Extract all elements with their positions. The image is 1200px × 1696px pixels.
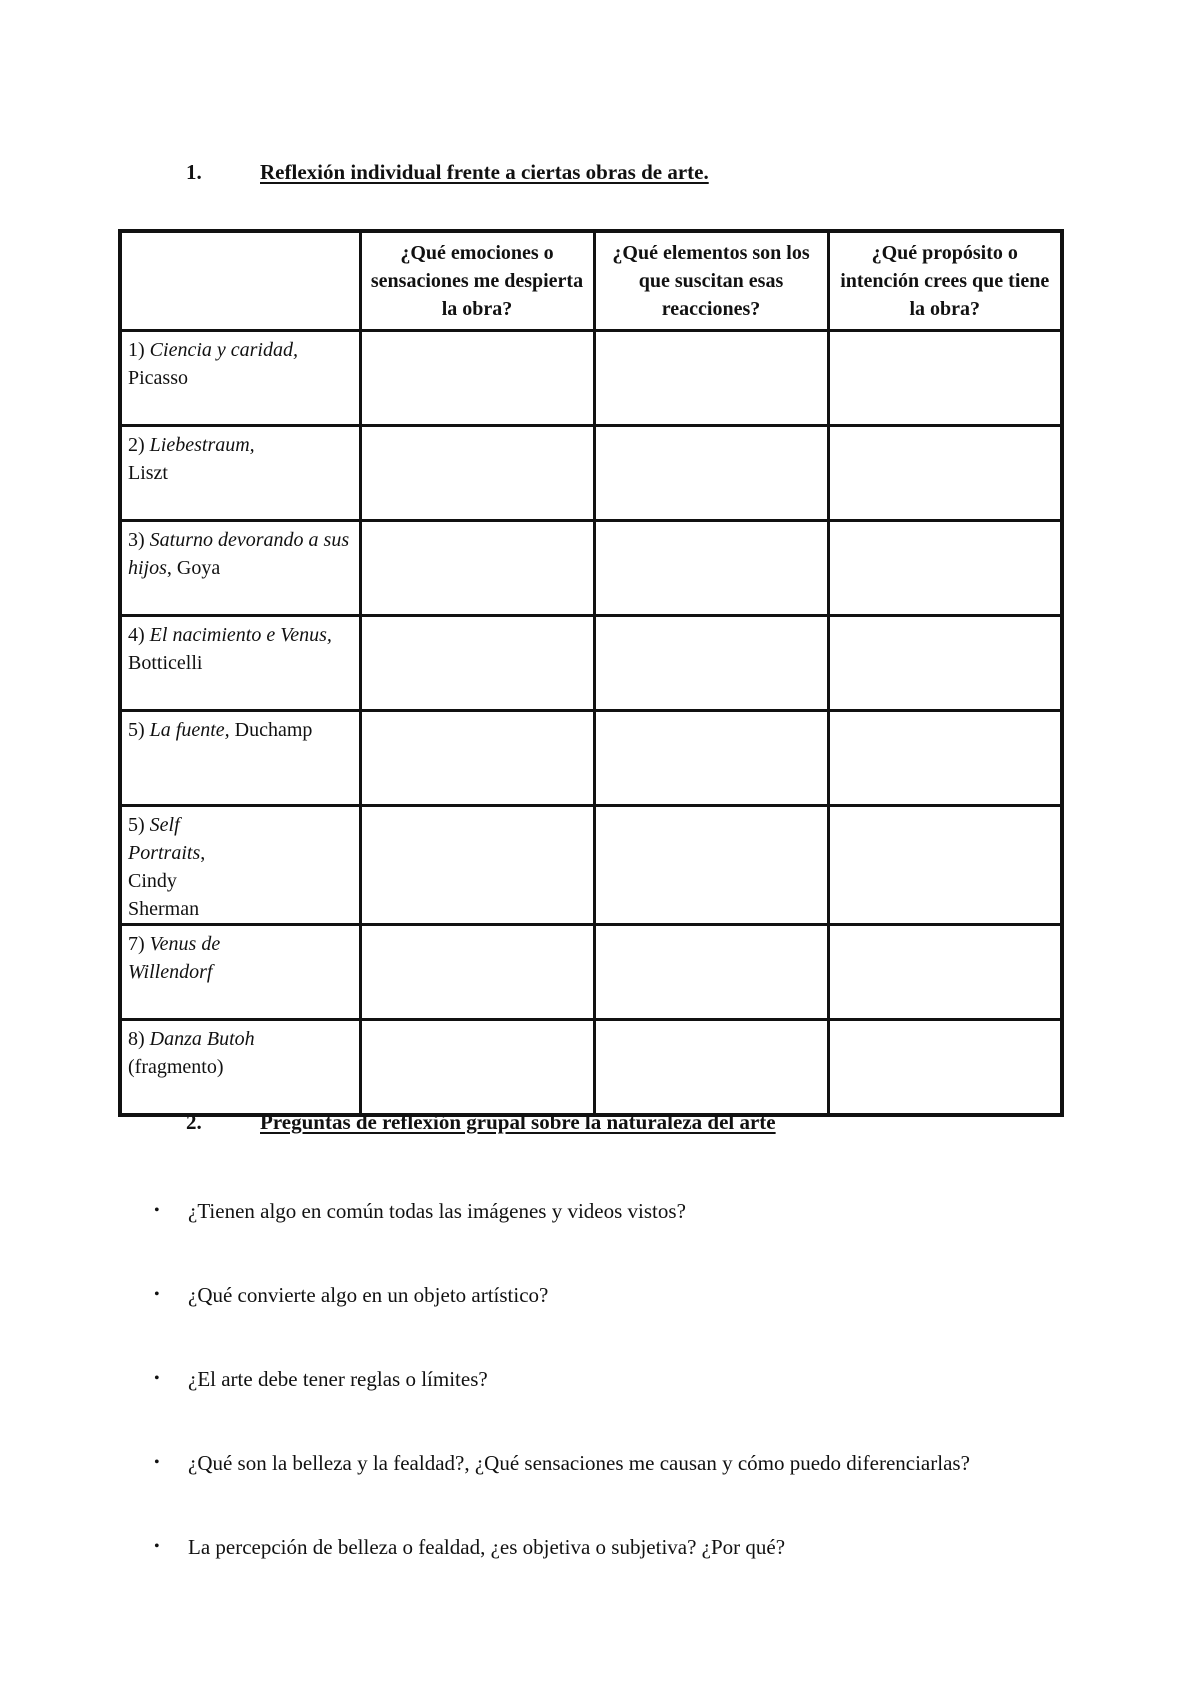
answer-cell-purpose[interactable] bbox=[828, 1020, 1062, 1116]
answer-cell-emotions[interactable] bbox=[360, 426, 594, 521]
section-heading-1 bbox=[186, 160, 709, 185]
bullet-icon: • bbox=[154, 1538, 160, 1555]
bullet-icon: • bbox=[154, 1370, 160, 1387]
answer-cell-purpose[interactable] bbox=[828, 806, 1062, 925]
artwork-cell bbox=[120, 331, 360, 426]
question-text: ¿Qué convierte algo en un objeto artístico? bbox=[188, 1283, 549, 1307]
row-prefix: 3) bbox=[128, 529, 150, 551]
artwork-title: Danza Butoh bbox=[149, 1028, 255, 1050]
row-prefix: 5) bbox=[128, 814, 150, 836]
artwork-author: Botticelli bbox=[128, 652, 203, 674]
table-row bbox=[120, 521, 1062, 616]
artwork-title: La fuente, bbox=[149, 719, 230, 741]
artwork-cell bbox=[120, 806, 360, 925]
bullet-icon: • bbox=[154, 1454, 160, 1471]
list-item bbox=[150, 1190, 1000, 1232]
row-prefix: 7) bbox=[128, 933, 150, 955]
answer-cell-elements[interactable] bbox=[594, 426, 828, 521]
bullet-icon: • bbox=[154, 1286, 160, 1303]
section-number: 1. bbox=[186, 160, 202, 184]
answer-cell-emotions[interactable] bbox=[360, 1020, 594, 1116]
artwork-title: Venus de Willendorf bbox=[128, 933, 221, 983]
table-row bbox=[120, 711, 1062, 806]
bullet-icon: • bbox=[154, 1202, 160, 1219]
header-cell-elements: ¿Qué elementos son los que suscitan esas reacciones? bbox=[594, 231, 828, 331]
artwork-author: Duchamp bbox=[229, 719, 313, 741]
answer-cell-elements[interactable] bbox=[594, 616, 828, 711]
section-title: Preguntas de reflexión grupal sobre la naturaleza del arte bbox=[260, 1110, 776, 1134]
answer-cell-elements[interactable] bbox=[594, 1020, 828, 1116]
header-cell-empty bbox=[120, 231, 360, 331]
answer-cell-purpose[interactable] bbox=[828, 426, 1062, 521]
section-title: Reflexión individual frente a ciertas obras de arte. bbox=[260, 160, 709, 184]
section-heading-2 bbox=[186, 1110, 776, 1135]
list-item bbox=[150, 1274, 1000, 1316]
table-row bbox=[120, 426, 1062, 521]
table-header-row bbox=[120, 231, 1062, 331]
answer-cell-emotions[interactable] bbox=[360, 521, 594, 616]
table-row bbox=[120, 1020, 1062, 1116]
row-prefix: 2) bbox=[128, 434, 150, 456]
answer-cell-elements[interactable] bbox=[594, 331, 828, 426]
artwork-cell bbox=[120, 426, 360, 521]
answer-cell-emotions[interactable] bbox=[360, 616, 594, 711]
header-cell-purpose: ¿Qué propósito o intención crees que tiene la obra? bbox=[828, 231, 1062, 331]
answer-cell-purpose[interactable] bbox=[828, 331, 1062, 426]
row-prefix: 8) bbox=[128, 1028, 150, 1050]
answer-cell-elements[interactable] bbox=[594, 711, 828, 806]
artwork-title: Ciencia y caridad, bbox=[149, 339, 298, 361]
artwork-author: , Cindy Sherman bbox=[128, 842, 206, 920]
list-item bbox=[150, 1442, 1000, 1484]
artwork-cell bbox=[120, 711, 360, 806]
answer-cell-emotions[interactable] bbox=[360, 806, 594, 925]
answer-cell-emotions[interactable] bbox=[360, 331, 594, 426]
answer-cell-elements[interactable] bbox=[594, 806, 828, 925]
table-row bbox=[120, 925, 1062, 1020]
row-prefix: 1) bbox=[128, 339, 150, 361]
row-prefix: 4) bbox=[128, 624, 150, 646]
reflection-questions-list bbox=[150, 1190, 1000, 1568]
artwork-title: El nacimiento e Venus, bbox=[149, 624, 332, 646]
artwork-title: Liebestraum, bbox=[149, 434, 255, 456]
header-cell-emotions: ¿Qué emociones o sensaciones me despierta la obra? bbox=[360, 231, 594, 331]
artwork-author: Picasso bbox=[128, 367, 188, 389]
answer-cell-purpose[interactable] bbox=[828, 925, 1062, 1020]
answer-cell-emotions[interactable] bbox=[360, 711, 594, 806]
artwork-cell bbox=[120, 925, 360, 1020]
answer-cell-purpose[interactable] bbox=[828, 711, 1062, 806]
question-text: ¿El arte debe tener reglas o límites? bbox=[188, 1367, 488, 1391]
reflection-table bbox=[118, 229, 1064, 1117]
row-prefix: 5) bbox=[128, 719, 150, 741]
table-row bbox=[120, 616, 1062, 711]
artwork-cell bbox=[120, 1020, 360, 1116]
list-item bbox=[150, 1526, 1000, 1568]
question-text: ¿Tienen algo en común todas las imágenes y videos vistos? bbox=[188, 1199, 686, 1223]
table-row bbox=[120, 331, 1062, 426]
question-text: La percepción de belleza o fealdad, ¿es objetiva o subjetiva? ¿Por qué? bbox=[188, 1535, 786, 1559]
artwork-cell bbox=[120, 521, 360, 616]
artwork-title: Self Portraits bbox=[128, 814, 201, 864]
table-row bbox=[120, 806, 1062, 925]
answer-cell-purpose[interactable] bbox=[828, 616, 1062, 711]
artwork-cell bbox=[120, 616, 360, 711]
answer-cell-elements[interactable] bbox=[594, 925, 828, 1020]
answer-cell-purpose[interactable] bbox=[828, 521, 1062, 616]
artwork-author: (fragmento) bbox=[128, 1056, 224, 1078]
list-item bbox=[150, 1358, 1000, 1400]
artwork-author: Liszt bbox=[128, 462, 168, 484]
answer-cell-emotions[interactable] bbox=[360, 925, 594, 1020]
answer-cell-elements[interactable] bbox=[594, 521, 828, 616]
artwork-author: , Goya bbox=[166, 557, 221, 579]
section-number: 2. bbox=[186, 1110, 202, 1134]
question-text: ¿Qué son la belleza y la fealdad?, ¿Qué sensaciones me causan y cómo puedo diferenciarlas? bbox=[188, 1451, 970, 1475]
artwork-title: Saturno devorando a sus hijos bbox=[128, 529, 350, 579]
